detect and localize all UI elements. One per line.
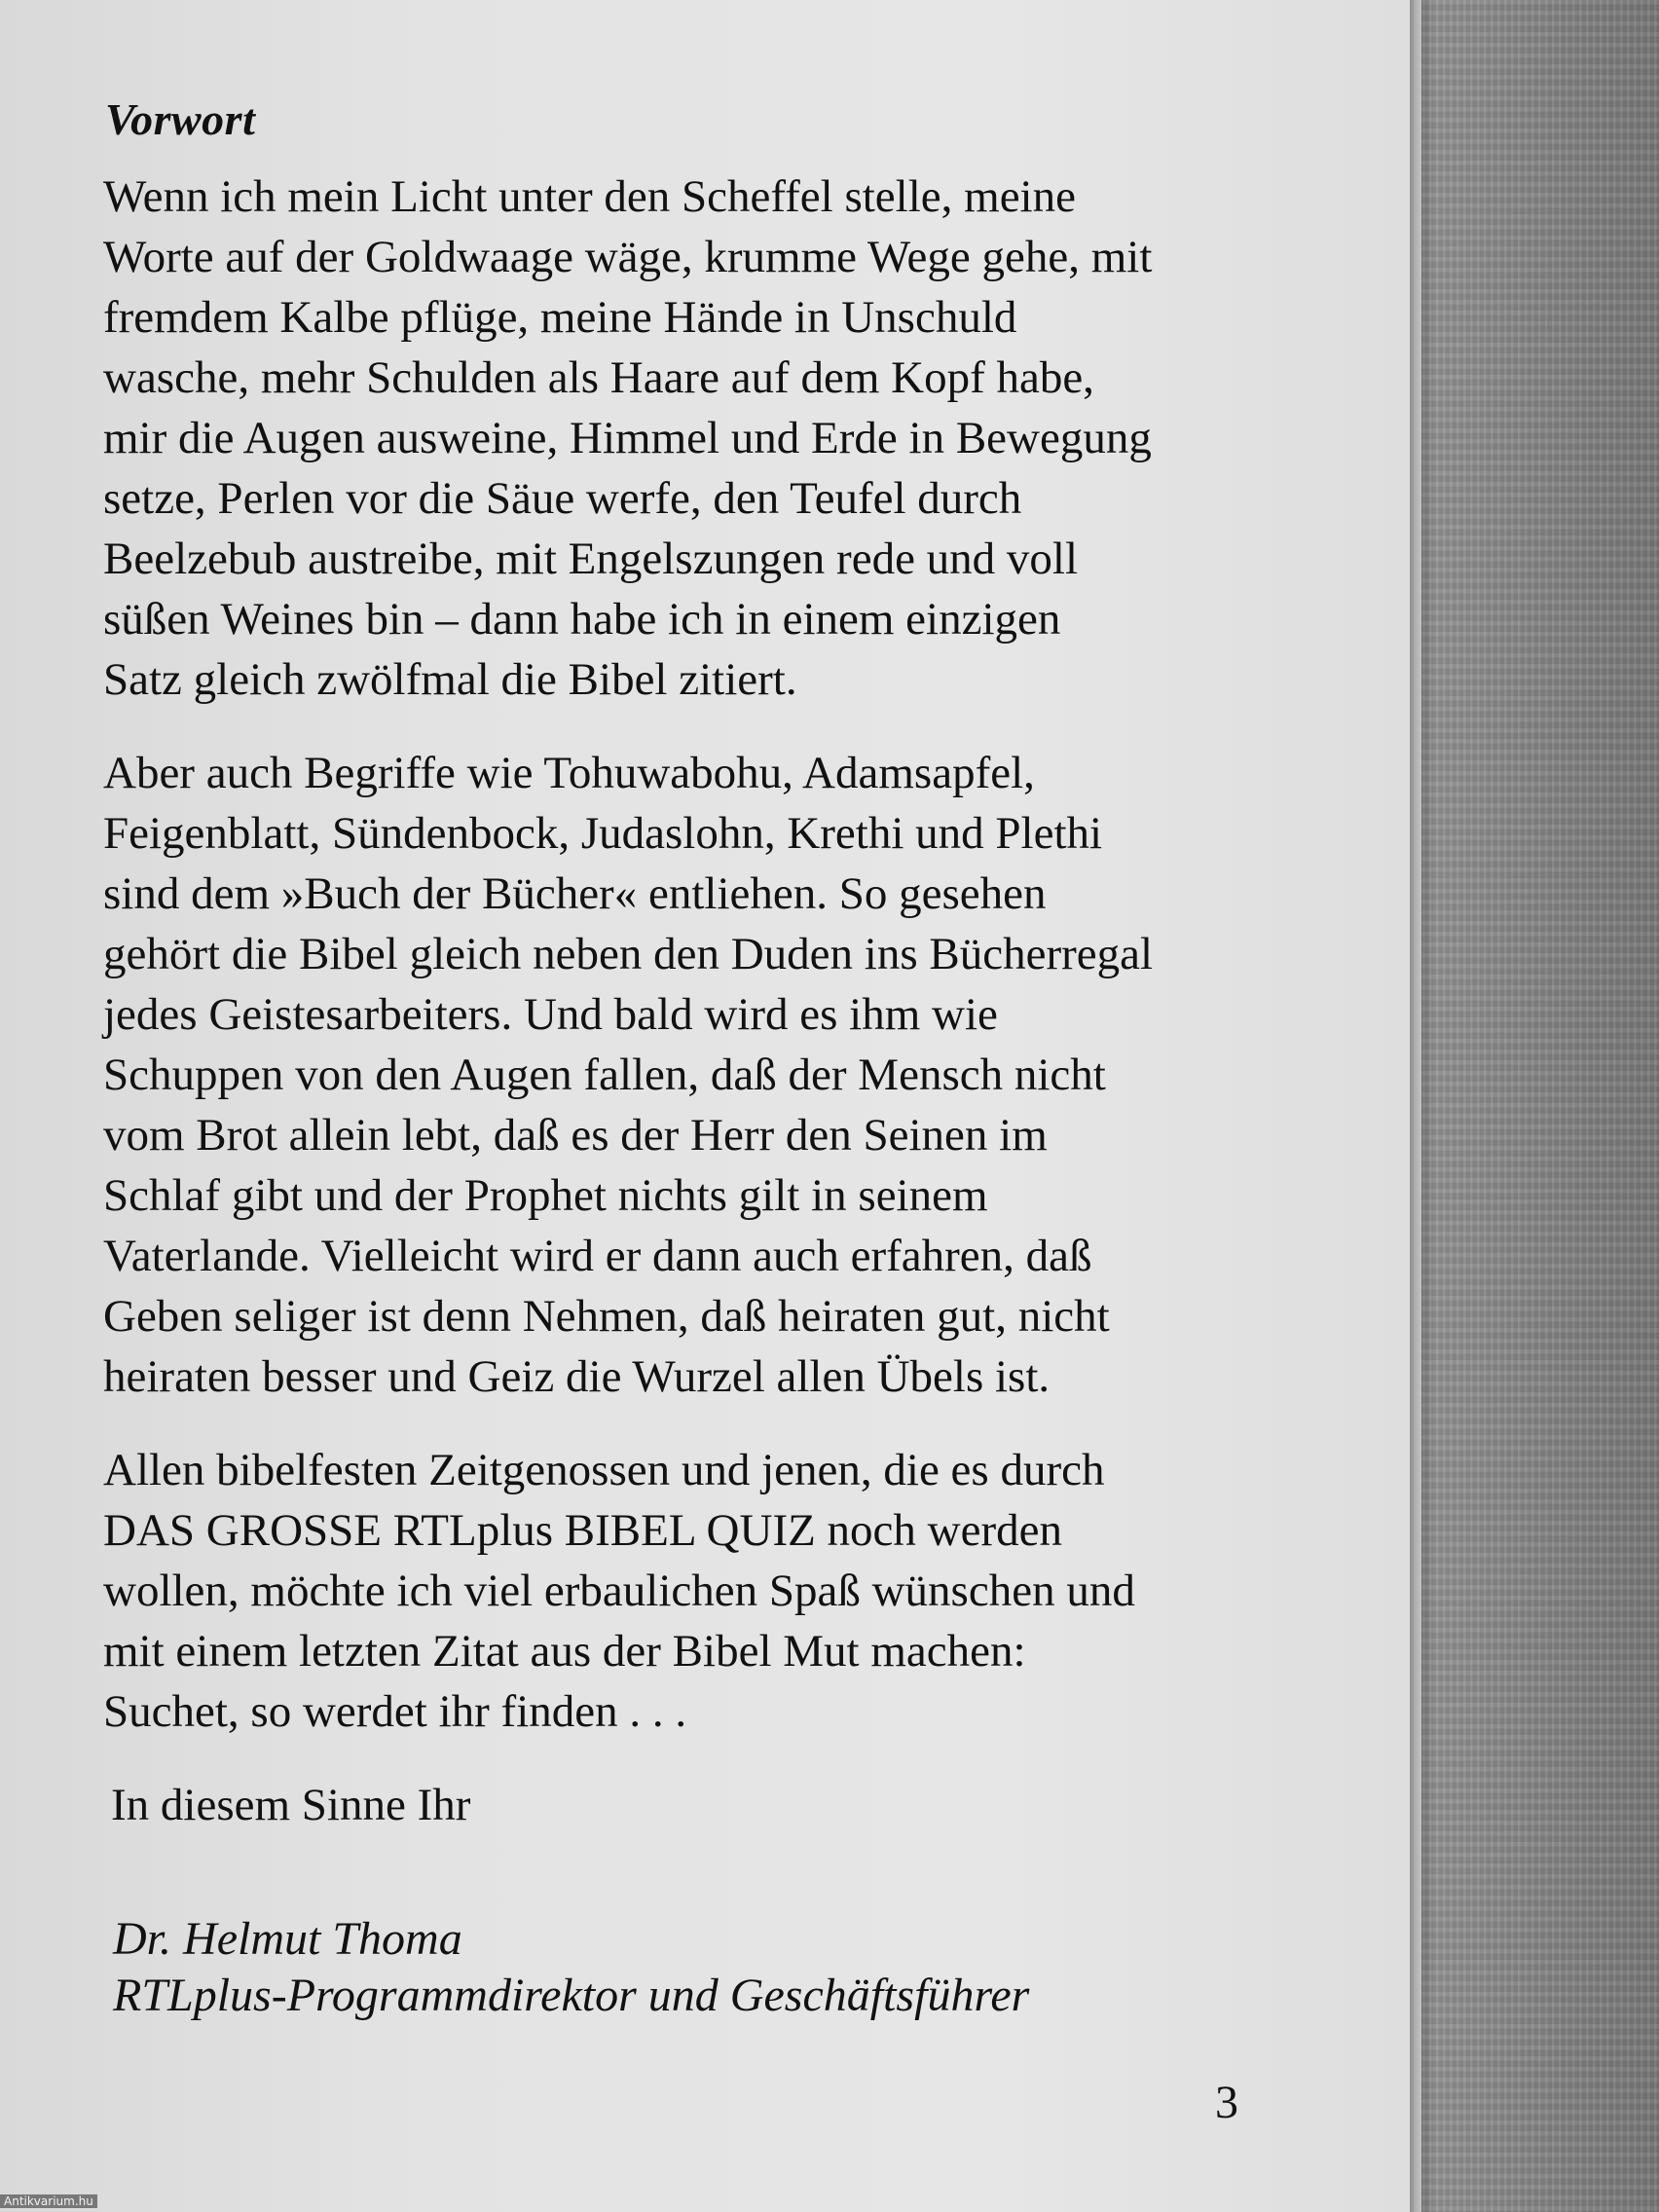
text-line: Aber auch Begriffe wie Tohuwabohu, Adamsapfel, bbox=[103, 748, 1035, 798]
text-line: setze, Perlen vor die Säue werfe, den Teufel durch bbox=[103, 473, 1022, 524]
text-line: Geben seliger ist denn Nehmen, daß heiraten gut, nicht bbox=[103, 1291, 1110, 1342]
text-line: Worte auf der Goldwaage wäge, krumme Wege gehe, mit bbox=[103, 232, 1153, 282]
text-line: Wenn ich mein Licht unter den Scheffel stelle, meine bbox=[103, 171, 1076, 222]
text-line: mit einem letzten Zitat aus der Bibel Mut machen: bbox=[103, 1626, 1026, 1677]
text-line: Feigenblatt, Sündenbock, Judaslohn, Krethi und Plethi bbox=[103, 808, 1103, 859]
text-line: Vaterlande. Vielleicht wird er dann auch erfahren, daß bbox=[103, 1231, 1092, 1281]
text-line: DAS GROSSE RTLplus BIBEL QUIZ noch werden bbox=[103, 1505, 1062, 1556]
page-content bbox=[103, 93, 1291, 2024]
text-line: wollen, möchte ich viel erbaulichen Spaß wünschen und bbox=[103, 1566, 1135, 1616]
text-line: gehört die Bibel gleich neben den Duden ins Bücherregal bbox=[103, 929, 1154, 979]
signature-block bbox=[113, 1911, 1291, 2024]
background-wall bbox=[1402, 0, 1659, 2212]
text-line: Satz gleich zwölfmal die Bibel zitiert. bbox=[103, 654, 797, 705]
watermark: Antikvarium.hu bbox=[0, 2194, 97, 2208]
signature-name: Dr. Helmut Thoma bbox=[113, 1913, 462, 1965]
signature-title: RTLplus-Programmdirektor und Geschäftsführer bbox=[113, 1970, 1030, 2021]
closing-line: In diesem Sinne Ihr bbox=[111, 1780, 471, 1830]
text-line: sind dem »Buch der Bücher« entliehen. So gesehen bbox=[103, 868, 1047, 919]
paragraph-3 bbox=[103, 1440, 1291, 1742]
page-shadow bbox=[1410, 0, 1435, 2212]
text-line: Schuppen von den Augen fallen, daß der Mensch nicht bbox=[103, 1050, 1106, 1100]
text-line: fremdem Kalbe pflüge, meine Hände in Unschuld bbox=[103, 292, 1017, 343]
text-line: Beelzebub austreibe, mit Engelszungen rede und voll bbox=[103, 534, 1079, 584]
text-line: Suchet, so werdet ihr finden . . . bbox=[103, 1686, 687, 1737]
text-line: Allen bibelfesten Zeitgenossen und jenen, die es durch bbox=[103, 1445, 1105, 1495]
text-line: heiraten besser und Geiz die Wurzel allen Übels ist. bbox=[103, 1351, 1051, 1402]
text-line: Schlaf gibt und der Prophet nichts gilt in seinem bbox=[103, 1170, 988, 1221]
page-heading: Vorwort bbox=[105, 94, 256, 144]
paragraph-2 bbox=[103, 743, 1291, 1407]
text-line: wasche, mehr Schulden als Haare auf dem Kopf habe, bbox=[103, 352, 1094, 403]
text-line: vom Brot allein lebt, daß es der Herr den Seinen im bbox=[103, 1110, 1048, 1161]
page-number: 3 bbox=[1215, 2077, 1238, 2128]
paragraph-1 bbox=[103, 166, 1291, 710]
text-line: jedes Geistesarbeiters. Und bald wird es ihm wie bbox=[103, 989, 998, 1040]
text-line: mir die Augen ausweine, Himmel und Erde in Bewegung bbox=[103, 413, 1152, 463]
text-line: süßen Weines bin – dann habe ich in einem einzigen bbox=[103, 594, 1061, 645]
